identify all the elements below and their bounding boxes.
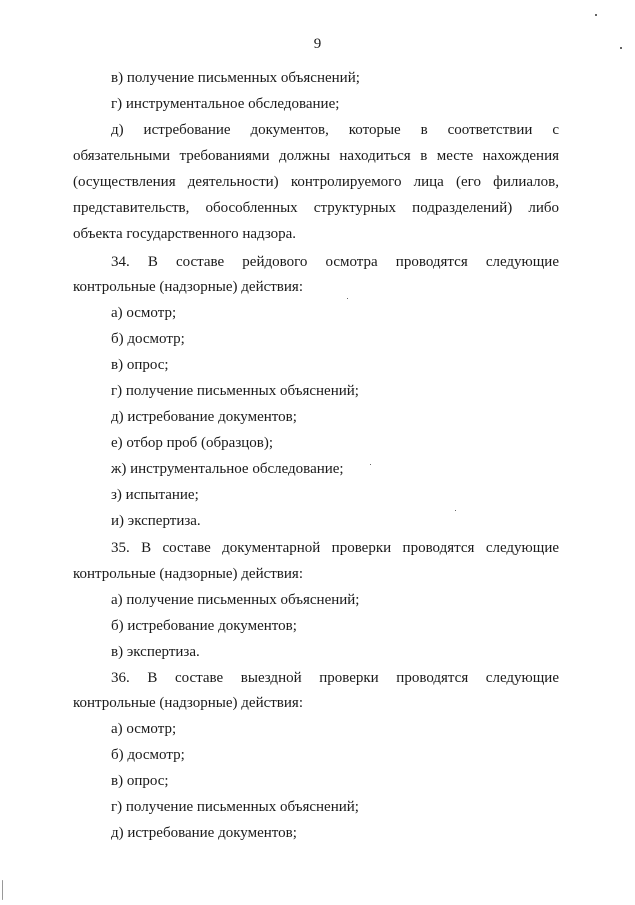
scan-speck bbox=[455, 510, 456, 511]
scan-edge-mark bbox=[2, 880, 3, 900]
scan-speck bbox=[620, 47, 622, 49]
list-item: б) досмотр; bbox=[111, 747, 185, 763]
list-item: е) отбор проб (образцов); bbox=[111, 435, 274, 451]
list-item: а) получение письменных объяснений; bbox=[111, 592, 360, 608]
list-item: д) истребование документов; bbox=[111, 409, 297, 425]
list-item: а) осмотр; bbox=[111, 721, 177, 737]
list-item: ж) инструментальное обследование; bbox=[111, 461, 344, 477]
list-item: д) истребование документов; bbox=[111, 825, 297, 841]
list-item: в) опрос; bbox=[111, 357, 169, 373]
scan-speck bbox=[370, 464, 371, 465]
list-item: и) экспертиза. bbox=[111, 513, 201, 529]
text-line: (осуществления деятельности) контролируемого лица (его филиалов, bbox=[73, 174, 559, 190]
text-line: в) получение письменных объяснений; bbox=[111, 70, 360, 86]
scan-speck bbox=[347, 298, 348, 299]
paragraph-35-first-line: 35. В составе документарной проверки проводятся следующие bbox=[111, 540, 559, 556]
list-item: б) досмотр; bbox=[111, 331, 185, 347]
text-line: контрольные (надзорные) действия: bbox=[73, 279, 303, 295]
text-line: представительств, обособленных структурных подразделений) либо bbox=[73, 200, 559, 216]
text-line: объекта государственного надзора. bbox=[73, 226, 297, 242]
text-line: контрольные (надзорные) действия: bbox=[73, 566, 303, 582]
list-item: в) экспертиза. bbox=[111, 644, 200, 660]
text-line: обязательными требованиями должны находиться в месте нахождения bbox=[73, 148, 559, 164]
scan-speck bbox=[595, 14, 597, 16]
paragraph-36-first-line: 36. В составе выездной проверки проводятся следующие bbox=[111, 670, 559, 686]
list-item: з) испытание; bbox=[111, 487, 199, 503]
list-item: г) получение письменных объяснений; bbox=[111, 383, 359, 399]
list-item: г) получение письменных объяснений; bbox=[111, 799, 359, 815]
page-number: 9 bbox=[313, 36, 322, 52]
text-line: г) инструментальное обследование; bbox=[111, 96, 340, 112]
text-line: контрольные (надзорные) действия: bbox=[73, 695, 303, 711]
list-item: а) осмотр; bbox=[111, 305, 177, 321]
list-item: в) опрос; bbox=[111, 773, 169, 789]
text-line: д) истребование документов, которые в соответствии с bbox=[111, 122, 559, 138]
list-item: б) истребование документов; bbox=[111, 618, 297, 634]
paragraph-34-first-line: 34. В составе рейдового осмотра проводятся следующие bbox=[111, 254, 559, 270]
